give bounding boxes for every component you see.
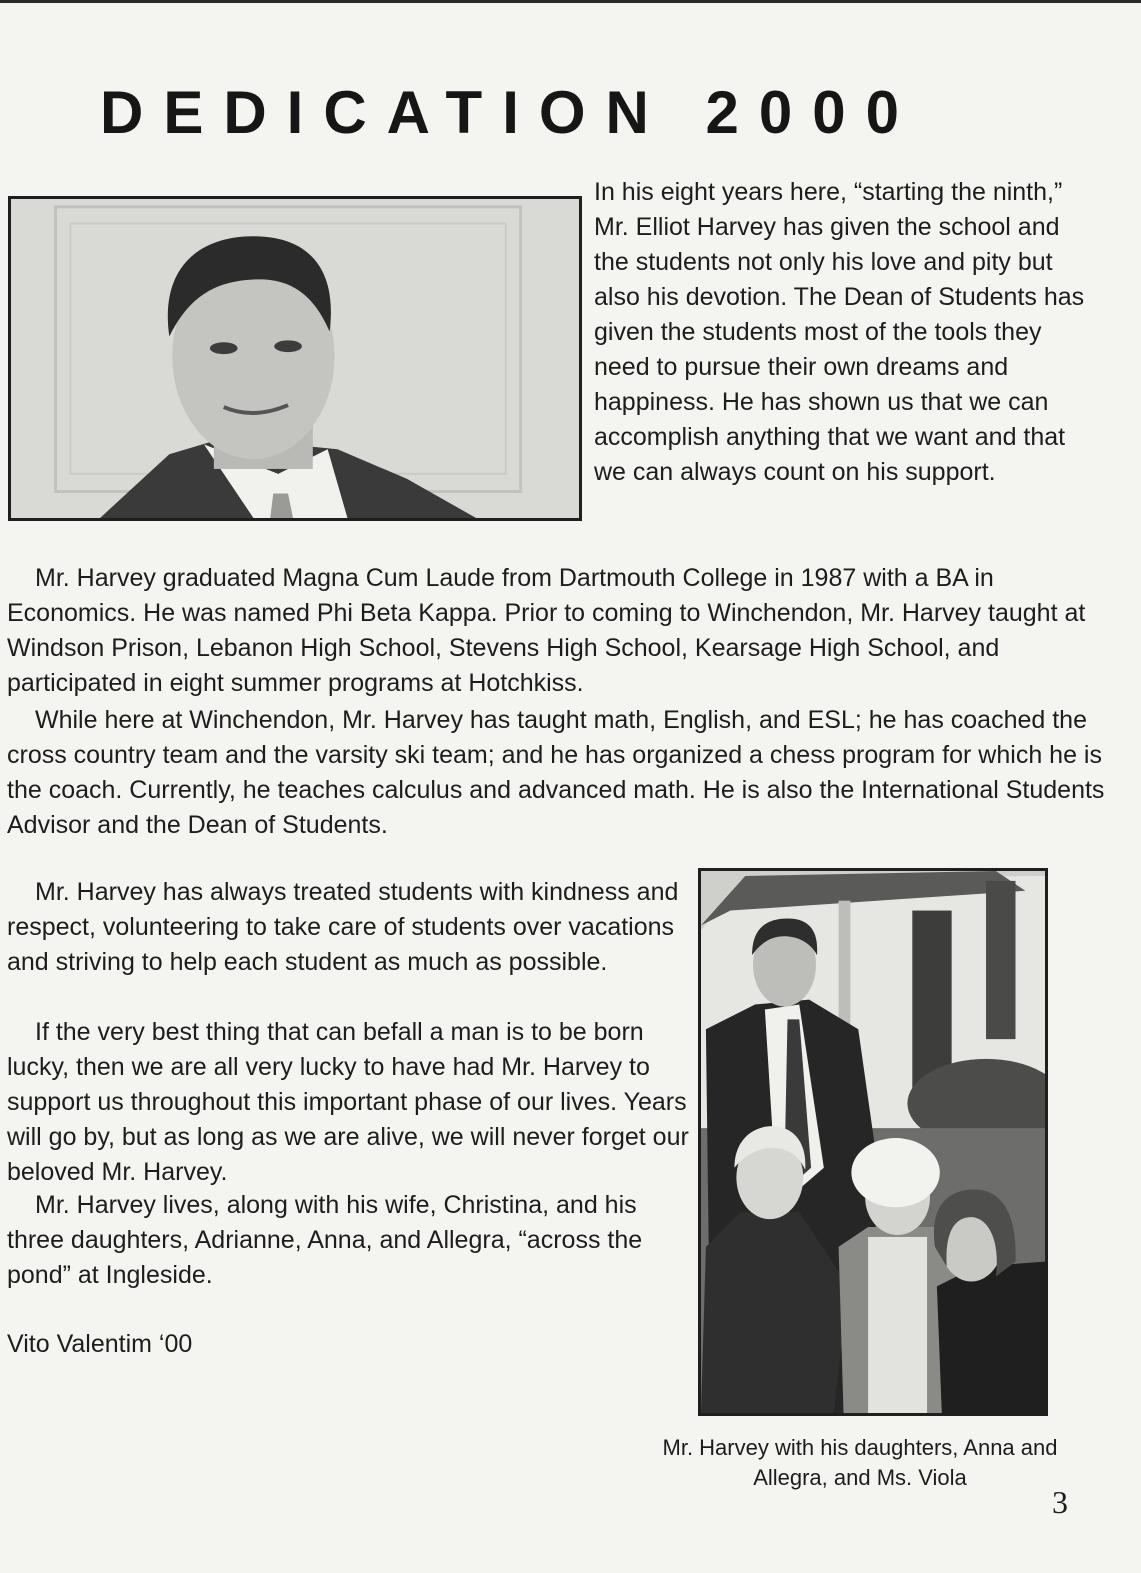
top-border: [0, 0, 1141, 3]
paragraph-lucky: If the very best thing that can befall a man is to be born lucky, then we are all very lucky to have had Mr. Harvey to support us throughout this important phase of our lives. Years will go by, but as long as we are alive, we will never forget our beloved Mr. Harvey.: [7, 1018, 689, 1186]
paragraph-kindness: Mr. Harvey has always treated students with kindness and respect, volunteering to take care of students over vacations and striving to help each student as much as possible.: [7, 878, 679, 976]
family-illustration: [701, 871, 1045, 1413]
page-title: DEDICATION 2000: [100, 79, 920, 146]
family-photo-caption: Mr. Harvey with his daughters, Anna and Allegra, and Ms. Viola: [662, 1435, 1058, 1490]
page-number: 3: [1052, 1484, 1068, 1520]
portrait-illustration: [11, 199, 579, 518]
paragraph-family: Mr. Harvey lives, along with his wife, Christina, and his three daughters, Adrianne, Anna, and Allegra, “across the pond” at Ingleside.: [7, 1191, 643, 1289]
intro-paragraph: In his eight years here, “starting the ninth,” Mr. Elliot Harvey has given the school and the students not only his love and pity but also his devotion. The Dean of Students has given the students most of the tools they need to pursue their own dreams and happiness. He has shown us that we can accomplish anything that we want and that we can always count on his support.: [594, 178, 1085, 486]
family-photo: [698, 868, 1048, 1416]
paragraph-winchendon: While here at Winchendon, Mr. Harvey has taught math, English, and ESL; he has coached the cross country team and the varsity ski team; and he has organized a chess program for which he is the coach. Currently, he teaches calculus and advanced math. He is also the International Students Advisor and the Dean of Students.: [7, 706, 1105, 839]
portrait-photo: [8, 196, 582, 521]
paragraph-education: Mr. Harvey graduated Magna Cum Laude from Dartmouth College in 1987 with a BA in Economics. He was named Phi Beta Kappa. Prior to coming to Winchendon, Mr. Harvey taught at Windson Prison, Lebanon High School, Stevens High School, Kearsage High School, and participated in eight summer programs at Hotchkiss.: [7, 564, 1086, 697]
author-signature: Vito Valentim ‘00: [7, 1330, 193, 1358]
